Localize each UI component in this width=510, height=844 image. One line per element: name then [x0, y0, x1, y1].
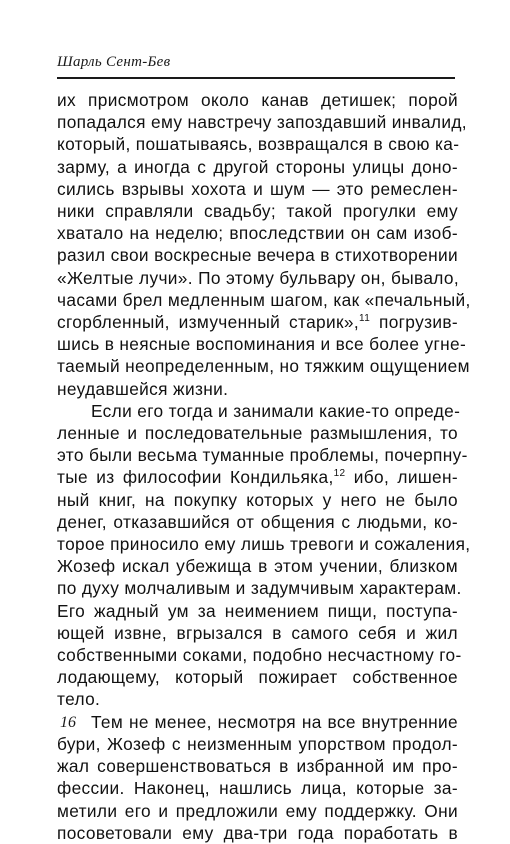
text-line [57, 422, 458, 444]
line-text: посоветовали ему два-три года поработать в [57, 822, 458, 843]
line-text: часами брел медленным шагом, как «печальный, [57, 289, 471, 310]
line-text: тело. [57, 689, 101, 710]
line-text: торое приносило ему лишь тревоги и сожаления, [57, 534, 471, 555]
text-line [57, 800, 458, 822]
footnote-marker[interactable]: 11 [359, 313, 371, 325]
line-text: собственными соками, подобно несчастному го- [57, 645, 462, 666]
text-line [57, 755, 458, 777]
text-line [57, 378, 458, 400]
text-line [57, 577, 462, 599]
text-line [57, 600, 458, 622]
text-line [57, 555, 458, 577]
text-line [57, 222, 458, 244]
text-line [57, 178, 458, 200]
text-line [57, 644, 462, 666]
line-text: лодающему, который пожирает собственное [57, 667, 458, 688]
line-text: ники справляли свадьбу; такой прогулки ему [57, 201, 458, 222]
text-line [57, 400, 461, 422]
text-line [57, 244, 458, 266]
line-text: ный книг, на покупку которых у него не было [57, 489, 458, 510]
line-text: фессии. Наконец, нашлись лица, которые за- [57, 778, 458, 799]
line-text: «Желтые лучи». По этому бульвару он, бывало, [57, 267, 460, 288]
line-text: метили его и предложили ему поддержку. Они [57, 800, 458, 821]
text-line [57, 311, 458, 333]
text-line [57, 822, 458, 844]
line-text: Его жадный ум за неимением пищи, поступа- [57, 600, 458, 621]
line-text: ленные и последовательные размышления, то [57, 423, 458, 444]
line-text: бури, Жозеф с неизменным упорством продол- [57, 733, 458, 754]
text-line [57, 511, 458, 533]
text-line [57, 466, 458, 488]
line-text: по духу молчаливым и задумчивым характерам. [57, 578, 462, 599]
line-text: их присмотром около канав детишек; порой [57, 90, 458, 110]
line-text: зарму, а иногда с другой стороны улицы доно- [57, 156, 458, 177]
text-line [57, 711, 458, 733]
line-text: сгорбленный, измученный старик», [57, 312, 360, 333]
line-text-continued: погрузив- [370, 312, 458, 333]
text-line [57, 489, 458, 511]
running-head: Шарль Сент-Бев [57, 54, 171, 70]
text-line [57, 444, 468, 466]
line-text: который, пошатываясь, возвращался в свою ка- [57, 134, 460, 155]
line-text: неудавшейся жизни. [57, 378, 229, 399]
text-line [57, 111, 467, 133]
line-text: попадался ему навстречу запоздавший инвалид, [57, 112, 467, 133]
text-line [57, 200, 458, 222]
line-text: это были весьма туманные проблемы, почерпну- [57, 445, 468, 466]
line-text: тые из философии Кондильяка, [57, 467, 334, 488]
line-text: хватало на неделю; впоследствии он сам изоб- [57, 223, 458, 244]
line-text: таемый неопределенным, но тяжким ощущением [57, 356, 470, 377]
text-line [57, 777, 458, 799]
header-rule [57, 77, 455, 79]
text-line [57, 666, 458, 688]
line-text: шись в неясные воспоминания и все более угне- [57, 334, 467, 355]
text-line [57, 333, 467, 355]
line-text: разил свои воскресные вечера в стихотворении [57, 245, 458, 266]
line-text: Если его тогда и занимали какие-то опреде- [91, 400, 461, 421]
page-number: 16 [60, 714, 76, 731]
text-line [57, 267, 458, 289]
text-line [57, 533, 471, 555]
line-text: денег, отказавшийся от общения с людьми, ко- [57, 511, 458, 532]
text-line [57, 156, 458, 178]
footnote-marker[interactable]: 12 [333, 468, 346, 480]
line-text: ющей извне, вгрызался в самого себя и жил [57, 622, 458, 643]
line-text-continued: ибо, лишен- [345, 467, 458, 488]
text-line [57, 89, 458, 111]
text-line [57, 289, 471, 311]
line-text: жал совершенствоваться в избранной им про- [57, 756, 458, 777]
text-line [57, 622, 458, 644]
text-line [57, 133, 458, 155]
text-line [57, 733, 458, 755]
text-line [57, 355, 470, 377]
line-text: сились взрывы хохота и шум — это ремеслен- [57, 178, 458, 199]
body-text [57, 89, 471, 844]
line-text: Тем не менее, несмотря на все внутренние [91, 711, 458, 732]
text-line [57, 688, 458, 710]
line-text: Жозеф искал убежища в этом учении, близком [57, 556, 458, 577]
